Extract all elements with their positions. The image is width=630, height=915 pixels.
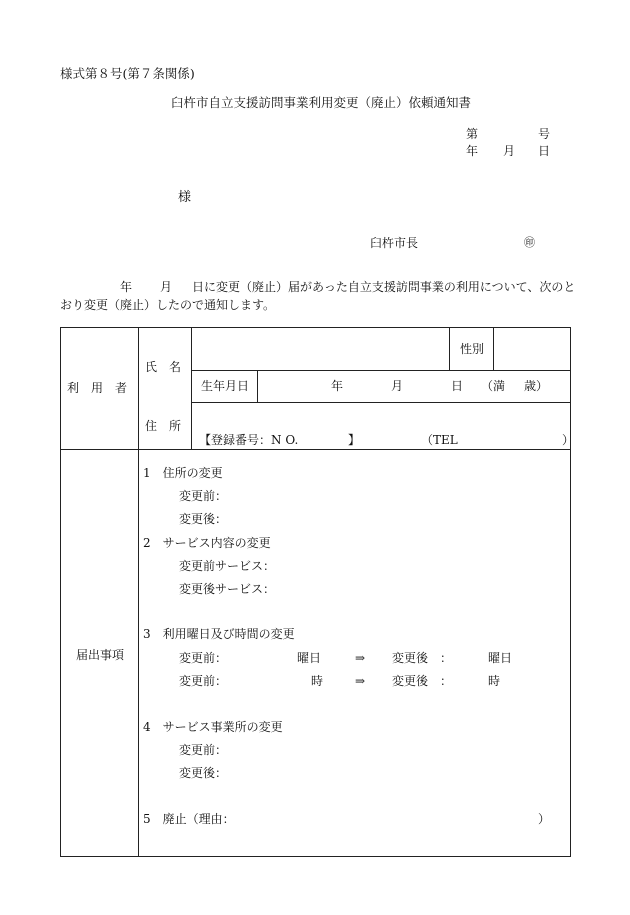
item3-row1-after: 変更後 ：	[392, 651, 453, 665]
gender-label: 性別	[460, 342, 485, 356]
date-year: 年	[466, 144, 479, 158]
seal-mark: ㊞	[524, 236, 535, 249]
item3-row2-before: 変更前：	[179, 674, 228, 688]
birth-month: 月	[391, 379, 404, 393]
body-month: 月	[160, 280, 173, 294]
tel-open: （TEL	[421, 433, 458, 447]
date-day: 日	[538, 144, 551, 158]
body-line1-rest: 日に変更（廃止）届があった自立支援訪問事業の利用について、次のと	[192, 280, 576, 294]
row-line-birth	[191, 402, 571, 403]
item1-before: 変更前：	[179, 489, 228, 503]
sender-mayor: 臼杵市長	[370, 236, 419, 250]
item1-title: 1 住所の変更	[143, 466, 223, 480]
form-number: 様式第８号(第７条関係)	[60, 66, 195, 81]
tel-close: ）	[562, 433, 575, 447]
item3-row2-arrow: ⇒	[355, 674, 366, 688]
registration-number-close: 】	[348, 433, 361, 447]
item4-title: 4 サービス事業所の変更	[143, 720, 283, 734]
age-open: （満	[481, 379, 506, 393]
item3-row1-unit2: 曜日	[488, 651, 513, 665]
notice-label: 届出事項	[76, 648, 125, 662]
item2-title: 2 サービス内容の変更	[143, 536, 271, 550]
address-label: 住 所	[145, 419, 182, 433]
col-line-gender-right	[493, 328, 494, 370]
item3-title: 3 利用曜日及び時間の変更	[143, 627, 295, 641]
form-table	[60, 327, 575, 857]
item3-row2-unit2: 時	[488, 674, 501, 688]
col-line-label	[138, 328, 139, 857]
col-line-address	[191, 402, 192, 449]
item5-title: 5 廃止（理由：	[143, 812, 235, 826]
row-line-name	[191, 370, 571, 371]
item1-after: 変更後：	[179, 512, 228, 526]
item3-row2-after: 変更後 ：	[392, 674, 453, 688]
number-prefix: 第	[466, 127, 479, 141]
age-close: 歳）	[524, 379, 549, 393]
item3-row1-unit: 曜日	[297, 651, 322, 665]
birth-year: 年	[331, 379, 344, 393]
body-year: 年	[120, 280, 133, 294]
registration-number-open: 【登録番号：N O.	[199, 433, 299, 447]
addressee-honorific: 様	[178, 190, 192, 205]
item2-after: 変更後サービス：	[179, 582, 276, 596]
col-line-gender-left	[449, 328, 450, 370]
number-suffix: 号	[538, 127, 551, 141]
item2-before: 変更前サービス：	[179, 559, 276, 573]
item3-row1-before: 変更前：	[179, 651, 228, 665]
birthdate-label: 生年月日	[201, 379, 250, 393]
item3-row1-arrow: ⇒	[355, 651, 366, 665]
col-line-name	[191, 328, 192, 402]
birth-day: 日	[451, 379, 464, 393]
item5-close: ）	[538, 812, 551, 826]
col-line-birth	[257, 370, 258, 402]
item4-after: 変更後：	[179, 766, 228, 780]
document-title: 臼杵市自立支援訪問事業利用変更（廃止）依頼通知書	[171, 95, 472, 110]
user-label: 利 用 者	[67, 381, 128, 395]
body-text-line1	[120, 281, 575, 293]
body-text-line2: おり変更（廃止）したので通知します。	[60, 298, 276, 312]
date-month: 月	[503, 144, 516, 158]
item4-before: 変更前：	[179, 743, 228, 757]
item3-row2-unit: 時	[311, 674, 324, 688]
name-label: 氏 名	[145, 360, 182, 374]
